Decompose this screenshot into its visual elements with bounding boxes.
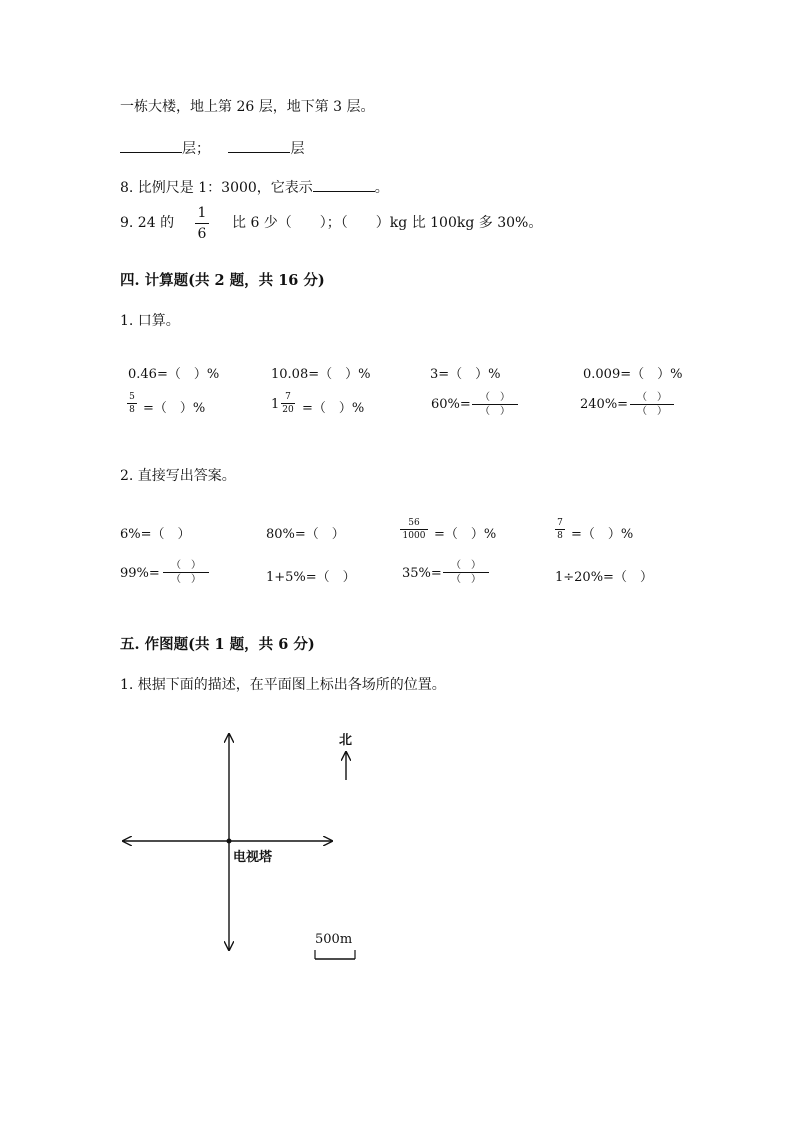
q1-title: 1. 口算。 [120,313,180,329]
fraction-bar [127,403,137,404]
calc-r2-d-lead: 240%= [580,397,629,412]
calc-r3-d-rest: =（ ）% [571,527,634,542]
frac-den: 1000 [402,531,426,541]
fraction-bar [400,529,428,530]
calc-r1-d: 0.009=（ ）% [583,367,683,382]
frac-num: （ ） [480,392,510,403]
frac-num: （ ） [637,392,667,403]
fraction-bar [163,572,209,573]
frac-den: 8 [129,405,135,415]
q5-1-title: 1. 根据下面的描述，在平面图上标出各场所的位置。 [120,677,446,693]
fraction-bar [195,223,209,224]
frac-7-8 [555,518,565,541]
frac-5-8 [127,392,137,415]
q8-answer-blank[interactable] [313,177,375,192]
q8-text: 8. 比例尺是 1：3000，它表示 [120,180,313,196]
fraction-bar [281,403,295,404]
section-5-title: 五. 作图题(共 1 题，共 6 分) [120,636,315,653]
q2-title: 2. 直接写出答案。 [120,468,236,484]
frac-den: （ ） [171,574,201,585]
q9-fraction [195,205,209,242]
paren-fraction [443,560,489,585]
calc-r2-b-rest: =（ ）% [302,401,365,416]
answer-blank-below[interactable] [228,138,290,153]
building-statement: 一栋大楼，地上第 26 层，地下第 3 层。 [120,99,375,115]
question-8 [120,177,389,197]
north-label: 北 [339,733,353,748]
mixed-whole: 1 [271,397,280,412]
paren-fraction [472,392,518,417]
calc-r1-a: 0.46=（ ）% [128,367,220,382]
q9-frac-den: 6 [197,226,207,242]
calc-r2-a-rest: =（ ）% [143,401,206,416]
answer-line-floors [120,138,304,158]
fraction-bar [443,572,489,573]
frac-num: （ ） [171,560,201,571]
unit-floor-2: 层 [290,141,305,157]
fraction-bar [555,529,565,530]
q9-text: 比 6 少（ ）；（ ）kg 比 100kg 多 30%。 [232,215,543,231]
q9-prefix: 9. 24 的 [120,215,175,231]
answer-blank-above[interactable] [120,138,182,153]
frac-num: 5 [129,392,135,402]
fraction-bar [472,404,518,405]
calc-r1-b: 10.08=（ ）% [271,367,371,382]
frac-num: （ ） [451,560,481,571]
frac-den: 20 [282,405,294,415]
q9-frac-num: 1 [197,205,207,221]
frac-num: 7 [557,518,563,528]
center-point [227,839,232,844]
calc-r4-b: 1+5%=（ ） [266,570,356,585]
paren-fraction [630,392,674,417]
fraction-bar [630,404,674,405]
calc-r1-c: 3=（ ）% [430,367,501,382]
calc-r4-a-lead: 99%= [120,566,160,581]
calc-r4-d: 1÷20%=（ ） [555,570,653,585]
paren-fraction [163,560,209,585]
calc-r3-b: 80%=（ ） [266,527,345,542]
frac-den: （ ） [637,406,667,417]
section-4-title: 四. 计算题(共 2 题，共 16 分) [120,272,325,289]
frac-num: 56 [408,518,420,528]
frac-den: 8 [557,531,563,541]
frac-den: （ ） [451,574,481,585]
scale-label: 500m [315,932,353,947]
frac-7-20 [281,392,295,415]
frac-num: 7 [285,392,291,402]
calc-r3-c-rest: =（ ）% [434,527,497,542]
calc-r3-a: 6%=（ ） [120,527,191,542]
q8-end: 。 [374,180,389,196]
frac-56-1000 [400,518,428,541]
calc-r2-c-lead: 60%= [431,397,471,412]
frac-den: （ ） [480,406,510,417]
tv-tower-label: 电视塔 [233,850,273,865]
calc-r4-c-lead: 35%= [402,566,442,581]
unit-floor-1: 层； [182,141,210,157]
